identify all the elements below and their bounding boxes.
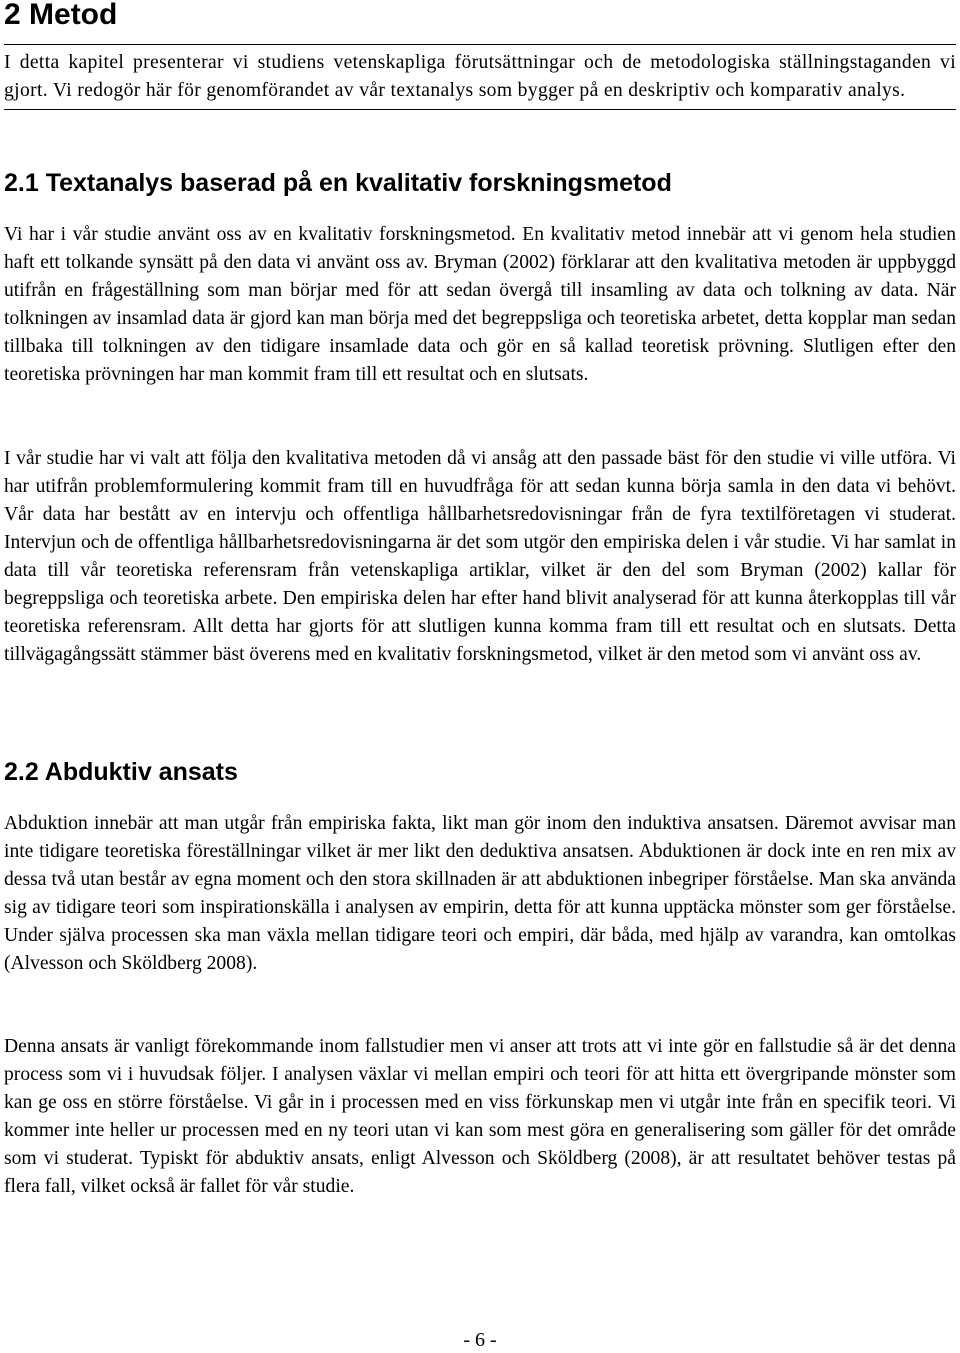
page-number: - 6 - [463, 1329, 497, 1351]
paragraph-2-2-b: Denna ansats är vanligt förekommande inom fallstudier men vi anser att trots att vi inte gör en fallstudie så är det denna process som vi i huvudsak följer. I analysen växlar vi mellan empiri och teori för att hitta ett övergripande mönster som kan ge oss en större förståelse. Vi går in i processen med en viss förkunskap men vi utgår inte från en specifik teori. Vi kommer inte heller ur processen med en ny teori utan vi kan som mest göra en generalisering som gäller för det område som vi studerat. Typiskt för abduktiv ansats, enligt Alvesson och Sköldberg (2008), är att resultatet behöver testas på flera fall, vilket också är fallet för vår studie. [4, 1036, 956, 1197]
paragraph-2-1-a: Vi har i vår studie använt oss av en kvalitativ forskningsmetod. En kvalitativ metod innebär att vi genom hela studien haft ett tolkande synsätt på den data vi använt oss av. Bryman (2002) förklarar att den kvalitativa metoden är uppbyggd utifrån en frågeställning som man börjar med för att sedan övergå till insamling av data och tolkning av data. När tolkningen av insamlad data är gjord kan man börja med det begreppsliga och teoretiska arbetet, detta kopplar man sedan tillbaka till tolkningen av den tidigare insamlade data och gör en så kallad teoretisk prövning. Slutligen efter den teoretiska prövningen har man kommit fram till ett resultat och en slutsats. [4, 224, 956, 385]
paragraph-2-2-a: Abduktion innebär att man utgår från empiriska fakta, likt man gör inom den induktiva ansatsen. Däremot avvisar man inte tidigare teoretiska föreställningar vilket är mer likt den deduktiva ansatsen. Abduktionen är dock inte en ren mix av dessa två utan består av egna moment och den stora skillnaden är att abduktionen inbegriper förståelse. Man ska använda sig av tidigare teori som inspirationskälla i analysen av empirin, detta för att kunna upptäcka mönster som ger förståelse. Under själva processen ska man växla mellan tidigare teori och empiri, där båda, med hjälp av varandra, kan omtolkas (Alvesson och Sköldberg 2008). [4, 813, 956, 974]
chapter-title: 2 Metod [4, 0, 118, 31]
chapter-intro-box [4, 44, 956, 110]
section-heading-2-2: 2.2 Abduktiv ansats [4, 758, 238, 786]
chapter-intro: I detta kapitel presenterar vi studiens vetenskapliga förutsättningar och de metodologiska ställningstaganden vi gjort. Vi redogör här för genomförandet av vår textanalys som bygger på en deskriptiv och komparativ analys. [4, 52, 956, 101]
paragraph-2-1-b: I vår studie har vi valt att följa den kvalitativa metoden då vi ansåg att den passade bäst för den studie vi ville utföra. Vi har utifrån problemformulering kommit fram till en huvudfråga för att sedan kunna börja samla in den data vi behövt. Vår data har bestått av en intervju och offentliga hållbarhetsredovisningar från de fyra textilföretagen vi studerat. Intervjun och de offentliga hållbarhetsredovisningarna är det som utgör den empiriska delen i vår studie. Vi har samlat in data till vår teoretiska referensram från vetenskapliga artiklar, vilket är den del som Bryman (2002) kallar för begreppsliga och teoretiska arbete. Den empiriska delen har efter hand blivit analyserad för att kunna återkopplas till vår teoretiska referensram. Allt detta har gjorts för att slutligen kunna komma fram till ett resultat och en slutsats. Detta tillvägagångssätt stämmer bäst överens med en kvalitativ forskningsmetod, vilket är den metod som vi använt oss av. [4, 448, 956, 665]
section-heading-2-1: 2.1 Textanalys baserad på en kvalitativ forskningsmetod [4, 169, 672, 197]
